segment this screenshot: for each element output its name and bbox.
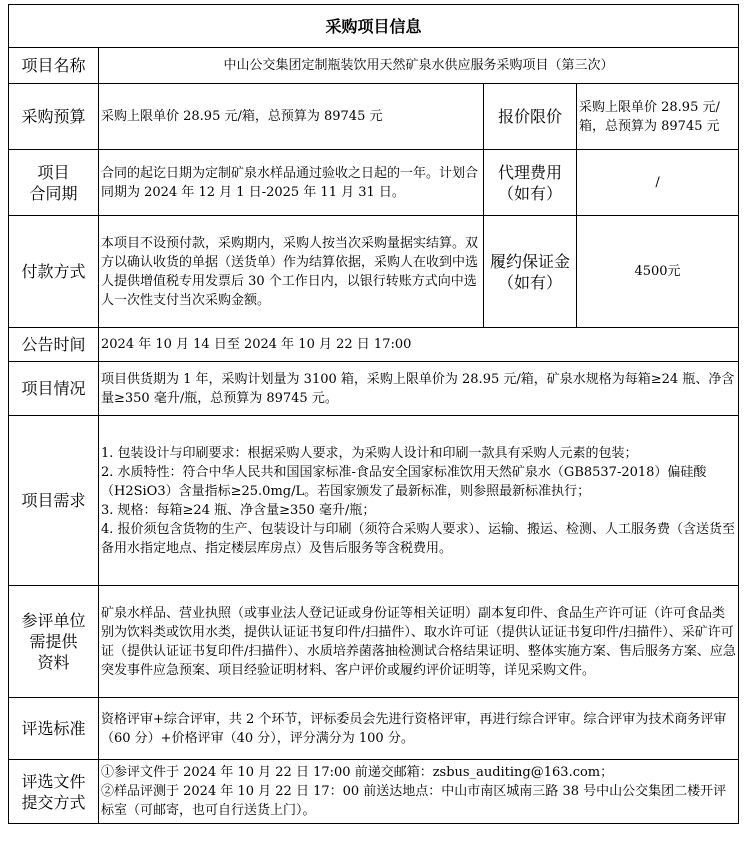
- materials-label-line3: 资料: [37, 653, 70, 672]
- criteria-label: 评选标准: [9, 698, 99, 760]
- submission-label-line1: 评选文件: [21, 771, 86, 791]
- announcement-value: 2024 年 10 月 14 日至 2024 年 10 月 22 日 17:00: [99, 328, 739, 362]
- contract-period-label-line1: 项目: [37, 162, 70, 182]
- requirements-value: [99, 416, 739, 586]
- contract-period-label-line2: 合同期: [29, 183, 78, 203]
- situation-value: 项目供货期为 1 年，采购计划量为 3100 箱，采购上限单价为 28.95 元/箱，矿泉水规格为每箱≥24 瓶、净含量≥350 毫升/瓶，总预算为 89745 元。: [99, 362, 739, 416]
- quote-limit-value: 采购上限单价 28.95 元/箱，总预算为 89745 元: [577, 84, 739, 150]
- submission-line-1: ①参评文件于 2024 年 10 月 22 日 17:00 前递交邮箱：zsbus_auditing@163.com；: [101, 765, 614, 780]
- submission-line-2: ②样品评测于 2024 年 10 月 22 日 17：00 前送达地点：中山市南区城南三路 38 号中山公交集团二楼开评标室（可邮寄，也可自行送货上门）。: [101, 784, 727, 818]
- quote-limit-label: 报价限价: [484, 84, 577, 150]
- budget-row: [9, 84, 739, 150]
- deposit-value: 4500元: [577, 216, 739, 328]
- agent-fee-label-line1: 代理费用: [497, 162, 562, 182]
- submission-label: [9, 760, 99, 824]
- deposit-label-line2: （如有）: [497, 272, 562, 292]
- submission-value: [99, 760, 739, 824]
- submission-row: [9, 760, 739, 824]
- requirement-item-4: 4. 报价须包含货物的生产、包装设计与印刷（须符合采购人要求）、运输、搬运、检测、人工服务费（含送货至备用水指定地点、指定楼层库房点）及售后服务等含税费用。: [101, 521, 736, 556]
- agent-fee-value: /: [577, 150, 739, 216]
- contract-period-row: [9, 150, 739, 216]
- materials-label-line1: 参评单位: [21, 611, 86, 630]
- materials-row: [9, 586, 739, 698]
- payment-row: [9, 216, 739, 328]
- deposit-label-line1: 履约保证金: [489, 251, 570, 271]
- project-name-row: [9, 48, 739, 84]
- project-name-value: 中山公交集团定制瓶装饮用天然矿泉水供应服务采购项目（第三次）: [99, 48, 739, 84]
- project-name-label: 项目名称: [9, 48, 99, 84]
- contract-period-label: [9, 150, 99, 216]
- requirements-row: [9, 416, 739, 586]
- payment-value: 本项目不设预付款，采购期内，采购人按当次采购量据实结算。双方以确认收货的单据（送货单）作为结算依据，采购人在收到中选人提供增值税专用发票后 30 个工作日内，以银行转账方式向中选人一次性支付当次采购金额。: [99, 216, 484, 328]
- agent-fee-label: [484, 150, 577, 216]
- criteria-row: [9, 698, 739, 760]
- announcement-label: 公告时间: [9, 328, 99, 362]
- materials-label-line2: 需提供: [29, 632, 78, 651]
- procurement-info-table: [8, 4, 739, 824]
- situation-label: 项目情况: [9, 362, 99, 416]
- contract-period-value: 合同的起讫日期为定制矿泉水样品通过验收之日起的一年。计划合同期为 2024 年 12 月 1 日-2025 年 11 月 31 日。: [99, 150, 484, 216]
- agent-fee-label-line2: （如有）: [497, 183, 562, 203]
- requirement-item-2: 2. 水质特性：符合中华人民共和国国家标准-食品安全国家标准饮用天然矿泉水（GB8537-2018）偏硅酸（H2SiO3）含量指标≥25.0mg/L。若国家颁发了最新标准，则参照最新标准执行；: [101, 464, 707, 499]
- requirements-label: 项目需求: [9, 416, 99, 586]
- materials-value: 矿泉水样品、营业执照（或事业法人登记证或身份证等相关证明）副本复印件、食品生产许可证（许可食品类别为饮料类或饮用水类，提供认证证书复印件/扫描件）、取水许可证（提供认证证书复印件/扫描件）、采矿许可证（提供认证证书复印件/扫描件）、水质培养菌落抽检测试合格结果证明、整体实施方案、售后服务方案、应急突发事件应急预案、项目经验证明材料、客户评价或履约评价证明等，详见采购文件。: [99, 586, 739, 698]
- table-title: 采购项目信息: [9, 5, 739, 48]
- title-row: [9, 5, 739, 48]
- situation-row: [9, 362, 739, 416]
- deposit-label: [484, 216, 577, 328]
- payment-label: 付款方式: [9, 216, 99, 328]
- materials-label: [9, 586, 99, 698]
- budget-label: 采购预算: [9, 84, 99, 150]
- requirement-item-3: 3. 规格：每箱≥24 瓶、净含量≥350 毫升/瓶；: [101, 502, 376, 518]
- budget-value: 采购上限单价 28.95 元/箱，总预算为 89745 元: [99, 84, 484, 150]
- requirement-item-1: 1. 包装设计与印刷要求：根据采购人要求，为采购人设计和印刷一款具有采购人元素的包装；: [101, 445, 638, 461]
- announcement-row: [9, 328, 739, 362]
- criteria-value: 资格评审+综合评审，共 2 个环节，评标委员会先进行资格评审，再进行综合评审。综合评审为技术商务评审（60 分）+价格评审（40 分），评分满分为 100 分。: [99, 698, 739, 760]
- submission-label-line2: 提交方式: [21, 792, 86, 812]
